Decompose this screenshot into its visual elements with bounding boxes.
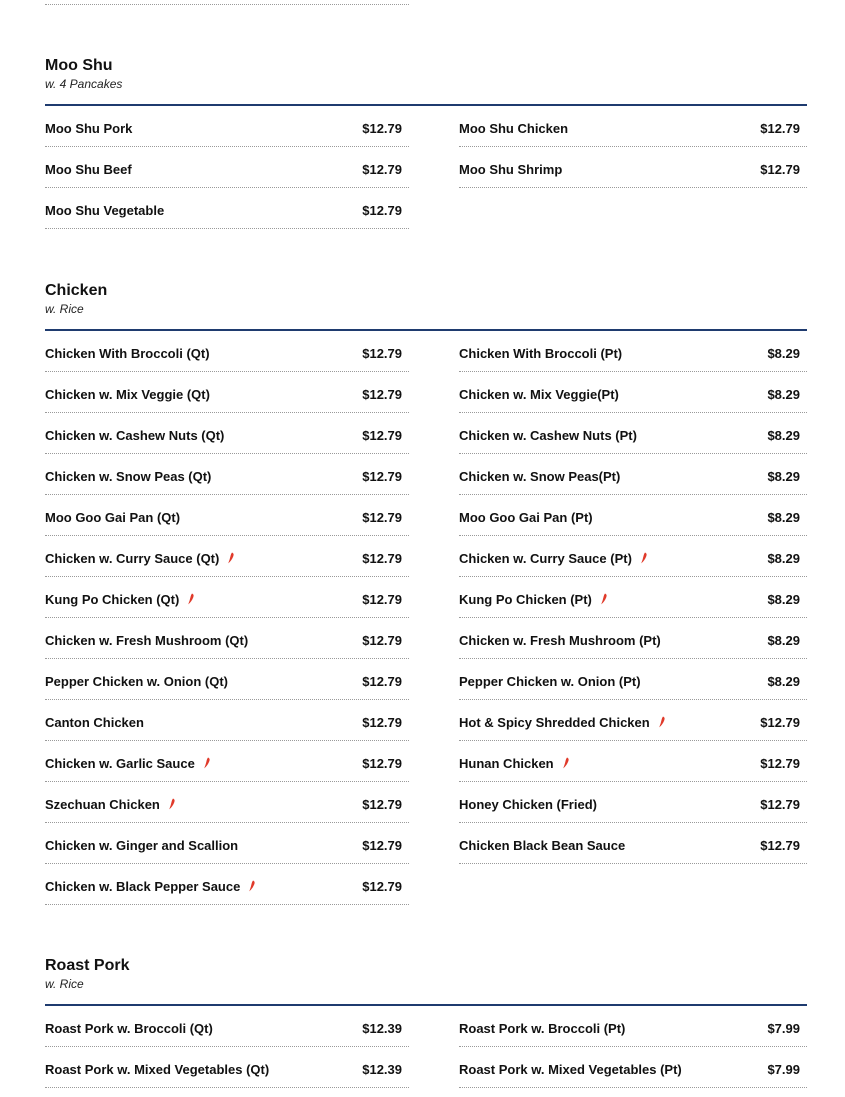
- section-roast-pork: [45, 957, 807, 1077]
- menu-item-name: [459, 551, 648, 566]
- menu-item-price: $12.39: [362, 1062, 402, 1077]
- menu-item-label: Chicken w. Black Pepper Sauce: [45, 879, 241, 894]
- chili-pepper-icon: [187, 593, 195, 605]
- menu-item-name: [459, 838, 625, 853]
- menu-item-name: [45, 428, 224, 443]
- menu-item[interactable]: [45, 413, 409, 454]
- menu-item[interactable]: [459, 659, 807, 700]
- menu-item[interactable]: [45, 147, 409, 188]
- menu-item-price: $12.79: [362, 469, 402, 484]
- chili-pepper-icon: [658, 716, 666, 728]
- menu-item-price: $12.79: [362, 756, 402, 771]
- menu-item[interactable]: [459, 413, 807, 454]
- menu-item[interactable]: [45, 331, 409, 372]
- menu-item-label: Chicken w. Snow Peas(Pt): [459, 469, 621, 484]
- menu-column-right: [459, 1006, 807, 1088]
- menu-item[interactable]: [45, 659, 409, 700]
- menu-item[interactable]: [45, 1006, 409, 1047]
- chili-pepper-icon: [168, 798, 176, 810]
- menu-item-name: [459, 756, 570, 771]
- menu-item-label: Roast Pork w. Mixed Vegetables (Pt): [459, 1062, 682, 1077]
- menu-item[interactable]: [45, 495, 409, 536]
- menu-item[interactable]: [45, 864, 409, 905]
- menu-item-price: $12.79: [362, 551, 402, 566]
- menu-item[interactable]: [459, 700, 807, 741]
- menu-item-price: $7.99: [767, 1062, 800, 1077]
- menu-item[interactable]: [459, 495, 807, 536]
- menu-item-name: [45, 203, 164, 218]
- menu-item[interactable]: [459, 741, 807, 782]
- menu-column-right: [459, 106, 807, 188]
- menu-item-price: $12.79: [362, 592, 402, 607]
- section-subtitle: w. 4 Pancakes: [45, 77, 123, 91]
- menu-item-price: $8.29: [767, 633, 800, 648]
- section-chicken: [45, 282, 807, 894]
- section-title: Chicken: [45, 282, 108, 299]
- section-moo-shu: [45, 57, 807, 218]
- menu-item[interactable]: [45, 700, 409, 741]
- menu-item-name: [45, 1062, 269, 1077]
- menu-item-label: Moo Shu Chicken: [459, 121, 569, 136]
- menu-item-label: Szechuan Chicken: [45, 797, 160, 812]
- menu-item[interactable]: [45, 536, 409, 577]
- chili-pepper-icon: [248, 880, 256, 892]
- menu-item[interactable]: [459, 823, 807, 864]
- menu-item-label: Chicken w. Snow Peas (Qt): [45, 469, 212, 484]
- menu-item-price: $12.79: [760, 838, 800, 853]
- menu-item-name: [459, 1062, 682, 1077]
- menu-item-label: Moo Shu Beef: [45, 162, 132, 177]
- menu-item-price: $12.79: [362, 838, 402, 853]
- menu-item-name: [45, 1021, 213, 1036]
- menu-item-price: $12.79: [760, 715, 800, 730]
- menu-item-label: Moo Shu Shrimp: [459, 162, 563, 177]
- menu-item[interactable]: [459, 618, 807, 659]
- menu-item-name: [45, 633, 248, 648]
- menu-item-label: Roast Pork w. Mixed Vegetables (Qt): [45, 1062, 270, 1077]
- menu-item[interactable]: [45, 372, 409, 413]
- menu-item-label: Chicken w. Fresh Mushroom (Qt): [45, 633, 249, 648]
- menu-item-label: Hot & Spicy Shredded Chicken: [459, 715, 650, 730]
- menu-item-price: $12.79: [760, 162, 800, 177]
- menu-item-price: $12.79: [362, 674, 402, 689]
- menu-item-name: [459, 387, 619, 402]
- menu-item-name: [45, 592, 195, 607]
- menu-item-price: $8.29: [767, 387, 800, 402]
- menu-item-name: [459, 633, 661, 648]
- menu-item-name: [45, 346, 210, 361]
- chili-pepper-icon: [600, 593, 608, 605]
- menu-item-label: Chicken w. Curry Sauce (Pt): [459, 551, 632, 566]
- menu-item[interactable]: [459, 454, 807, 495]
- menu-item-price: $8.29: [767, 510, 800, 525]
- menu-item-label: Chicken w. Mix Veggie(Pt): [459, 387, 619, 402]
- menu-item-label: Chicken w. Cashew Nuts (Qt): [45, 428, 225, 443]
- menu-item-price: $12.79: [362, 633, 402, 648]
- menu-item-label: Roast Pork w. Broccoli (Pt): [459, 1021, 626, 1036]
- menu-item-name: [459, 510, 593, 525]
- menu-item-price: $8.29: [767, 346, 800, 361]
- menu-item-label: Pepper Chicken w. Onion (Qt): [45, 674, 228, 689]
- menu-item[interactable]: [459, 1047, 807, 1088]
- menu-item[interactable]: [45, 782, 409, 823]
- menu-item-name: [459, 162, 562, 177]
- menu-item-name: [45, 387, 210, 402]
- menu-column-left: [45, 331, 409, 905]
- chili-pepper-icon: [227, 552, 235, 564]
- menu-item-name: [459, 346, 622, 361]
- menu-item[interactable]: [45, 823, 409, 864]
- menu-item-name: [45, 879, 256, 894]
- menu-item[interactable]: [45, 577, 409, 618]
- section-title: Moo Shu: [45, 57, 113, 74]
- menu-item-label: Chicken w. Mix Veggie (Qt): [45, 387, 210, 402]
- menu-item[interactable]: [459, 536, 807, 577]
- menu-item-name: [459, 428, 637, 443]
- menu-column-left: [45, 106, 409, 229]
- menu-item-label: Moo Goo Gai Pan (Qt): [45, 510, 181, 525]
- menu-item-price: $12.79: [362, 346, 402, 361]
- menu-item[interactable]: [45, 1047, 409, 1088]
- menu-item-label: Chicken w. Fresh Mushroom (Pt): [459, 633, 661, 648]
- menu-item-price: $12.79: [760, 121, 800, 136]
- menu-item-name: [45, 715, 144, 730]
- menu-item-name: [45, 469, 211, 484]
- menu-item-label: Kung Po Chicken (Pt): [459, 592, 592, 607]
- menu-item-name: [45, 510, 180, 525]
- menu-item[interactable]: [459, 106, 807, 147]
- menu-item-name: [45, 838, 238, 853]
- menu-item-name: [459, 715, 666, 730]
- menu-item[interactable]: [459, 782, 807, 823]
- menu-item-label: Chicken w. Garlic Sauce: [45, 756, 195, 771]
- menu-column-right: [459, 331, 807, 864]
- menu-item-price: $12.39: [362, 1021, 402, 1036]
- menu-item-name: [45, 674, 228, 689]
- menu-item-label: Roast Pork w. Broccoli (Qt): [45, 1021, 213, 1036]
- menu-item[interactable]: [459, 1006, 807, 1047]
- menu-item[interactable]: [45, 106, 409, 147]
- menu-item-label: Moo Goo Gai Pan (Pt): [459, 510, 593, 525]
- menu-item-price: $12.79: [760, 756, 800, 771]
- menu-item-label: Pepper Chicken w. Onion (Pt): [459, 674, 641, 689]
- menu-item-name: [45, 797, 176, 812]
- menu-item-price: $12.79: [362, 879, 402, 894]
- menu-item-label: Chicken w. Cashew Nuts (Pt): [459, 428, 637, 443]
- menu-item-label: Hunan Chicken: [459, 756, 554, 771]
- previous-section-divider: [45, 4, 409, 5]
- menu-item-name: [459, 592, 608, 607]
- menu-item-price: $12.79: [362, 715, 402, 730]
- section-subtitle: w. Rice: [45, 302, 84, 316]
- menu-item-price: $12.79: [362, 510, 402, 525]
- menu-item[interactable]: [459, 577, 807, 618]
- chili-pepper-icon: [203, 757, 211, 769]
- menu-item-price: $12.79: [362, 203, 402, 218]
- menu-item-price: $12.79: [362, 387, 402, 402]
- menu-item-price: $12.79: [362, 121, 402, 136]
- menu-item-label: Kung Po Chicken (Qt): [45, 592, 180, 607]
- menu-item-name: [45, 121, 132, 136]
- menu-item-label: Honey Chicken (Fried): [459, 797, 597, 812]
- section-title: Roast Pork: [45, 957, 130, 974]
- menu-item-price: $8.29: [767, 592, 800, 607]
- menu-item-name: [459, 797, 597, 812]
- section-subtitle: w. Rice: [45, 977, 84, 991]
- menu-item[interactable]: [459, 372, 807, 413]
- menu-item-price: $8.29: [767, 469, 800, 484]
- menu-item-name: [45, 551, 235, 566]
- menu-item-price: $8.29: [767, 551, 800, 566]
- chili-pepper-icon: [562, 757, 570, 769]
- menu-column-left: [45, 1006, 409, 1088]
- menu-item-label: Chicken With Broccoli (Pt): [459, 346, 623, 361]
- menu-item-price: $12.79: [362, 428, 402, 443]
- menu-item[interactable]: [45, 741, 409, 782]
- menu-item-label: Moo Shu Vegetable: [45, 203, 165, 218]
- menu-item-name: [459, 121, 568, 136]
- menu-item-price: $12.79: [760, 797, 800, 812]
- menu-item-label: Moo Shu Pork: [45, 121, 133, 136]
- menu-item-label: Chicken w. Ginger and Scallion: [45, 838, 239, 853]
- menu-item-name: [45, 756, 211, 771]
- menu-item-price: $8.29: [767, 674, 800, 689]
- menu-item[interactable]: [45, 188, 409, 229]
- menu-item[interactable]: [45, 454, 409, 495]
- menu-item-price: $12.79: [362, 797, 402, 812]
- menu-item-name: [45, 162, 132, 177]
- menu-item-name: [459, 1021, 625, 1036]
- menu-item-price: $7.99: [767, 1021, 800, 1036]
- menu-item-label: Chicken With Broccoli (Qt): [45, 346, 210, 361]
- menu-item-price: $12.79: [362, 162, 402, 177]
- menu-item-price: $8.29: [767, 428, 800, 443]
- menu-item-name: [459, 469, 620, 484]
- menu-item[interactable]: [45, 618, 409, 659]
- chili-pepper-icon: [640, 552, 648, 564]
- menu-item-label: Canton Chicken: [45, 715, 144, 730]
- menu-item-label: Chicken Black Bean Sauce: [459, 838, 626, 853]
- menu-item-label: Chicken w. Curry Sauce (Qt): [45, 551, 220, 566]
- menu-item[interactable]: [459, 331, 807, 372]
- menu-item[interactable]: [459, 147, 807, 188]
- menu-item-name: [459, 674, 641, 689]
